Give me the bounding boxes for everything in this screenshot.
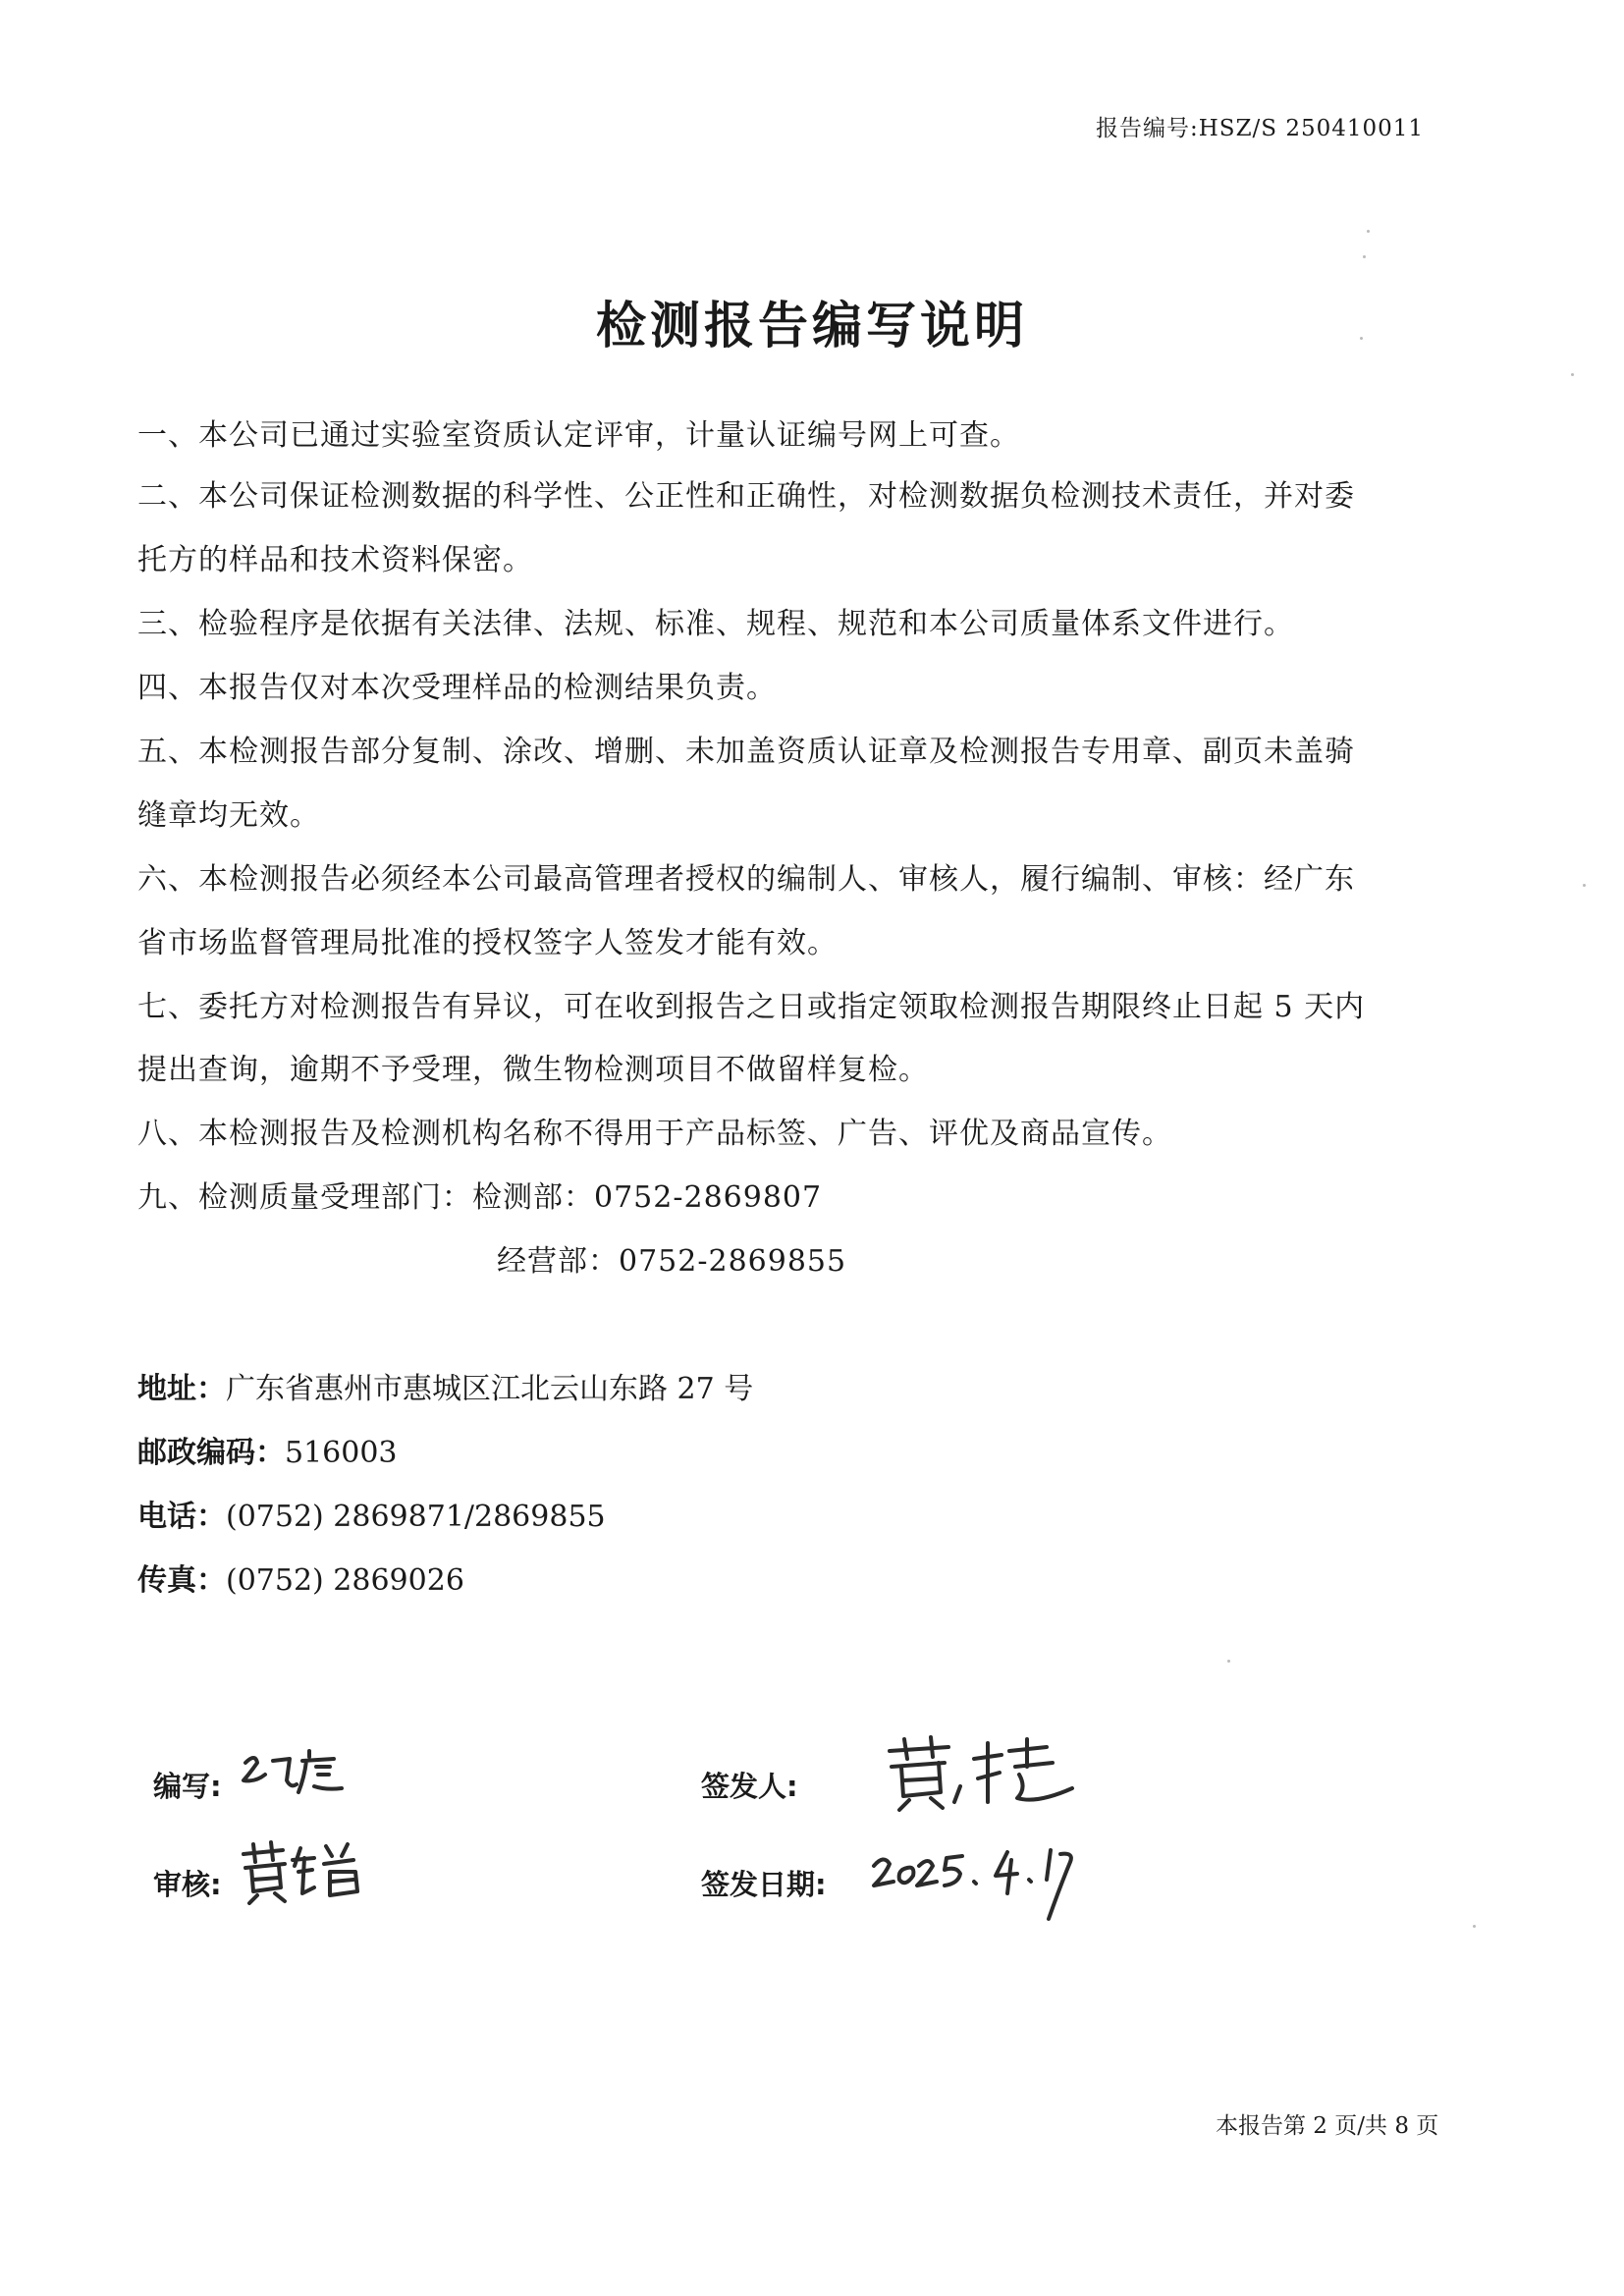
reviewer-label: 审核: xyxy=(153,1868,222,1901)
note-line: 三、检验程序是依据有关法律、法规、标准、规程、规范和本公司质量体系文件进行。 xyxy=(137,607,1294,641)
issuer-label: 签发人: xyxy=(701,1770,798,1803)
address-label: 地址： xyxy=(137,1372,226,1406)
postcode-value: 516003 xyxy=(285,1436,398,1470)
author-signature xyxy=(236,1743,353,1806)
phone-row xyxy=(137,1492,606,1535)
issuer-signature xyxy=(880,1733,1096,1816)
fax-row xyxy=(137,1556,464,1599)
note-line: 提出查询，逾期不予受理，微生物检测项目不做留样复检。 xyxy=(137,1053,929,1087)
note-line: 缝章均无效。 xyxy=(137,798,320,833)
note-line: 八、本检测报告及检测机构名称不得用于产品标签、广告、评优及商品宣传。 xyxy=(137,1117,1172,1151)
fax-label: 传真： xyxy=(137,1563,226,1598)
note-line: 省市场监督管理局批准的授权签字人签发才能有效。 xyxy=(137,926,838,960)
author-label: 编写: xyxy=(153,1770,222,1803)
address-row xyxy=(137,1364,753,1407)
phone-value: (0752) 2869871/2869855 xyxy=(226,1500,606,1534)
note-line: 九、检测质量受理部门：检测部：0752-2869807 xyxy=(137,1180,823,1215)
note-line: 二、本公司保证检测数据的科学性、公正性和正确性，对检测数据负检测技术责任，并对委 xyxy=(137,479,1355,514)
reviewer-signature xyxy=(236,1836,373,1909)
page-title: 检测报告编写说明 xyxy=(595,298,1028,355)
date-label: 签发日期: xyxy=(701,1868,827,1901)
address-value: 广东省惠州市惠城区江北云山东路 27 号 xyxy=(226,1372,754,1406)
note-line: 经营部：0752-2869855 xyxy=(497,1244,847,1279)
scan-speck xyxy=(1473,1925,1476,1928)
scan-speck xyxy=(1360,337,1363,340)
postcode-row xyxy=(137,1428,398,1471)
scan-speck xyxy=(1583,884,1586,887)
phone-label: 电话： xyxy=(137,1500,226,1534)
postcode-label: 邮政编码： xyxy=(137,1436,285,1470)
scan-speck xyxy=(1367,230,1370,233)
note-line: 一、本公司已通过实验室资质认定评审，计量认证编号网上可查。 xyxy=(137,418,1020,453)
scan-speck xyxy=(1227,1660,1230,1663)
scan-speck xyxy=(1571,373,1574,376)
scan-speck xyxy=(1363,255,1366,258)
date-signature xyxy=(868,1846,1084,1929)
note-line: 七、委托方对检测报告有异议，可在收到报告之日或指定领取检测报告期限终止日起 5 天内 xyxy=(137,990,1366,1024)
note-line: 五、本检测报告部分复制、涂改、增删、未加盖资质认证章及检测报告专用章、副页未盖骑 xyxy=(137,735,1355,769)
fax-value: (0752) 2869026 xyxy=(226,1563,464,1598)
report-number: 报告编号:HSZ/S 250410011 xyxy=(1096,116,1425,141)
note-line: 托方的样品和技术资料保密。 xyxy=(137,543,533,577)
page-number: 本报告第 2 页/共 8 页 xyxy=(1216,2113,1439,2139)
note-line: 六、本检测报告必须经本公司最高管理者授权的编制人、审核人，履行编制、审核：经广东 xyxy=(137,862,1355,897)
note-line: 四、本报告仅对本次受理样品的检测结果负责。 xyxy=(137,671,777,705)
